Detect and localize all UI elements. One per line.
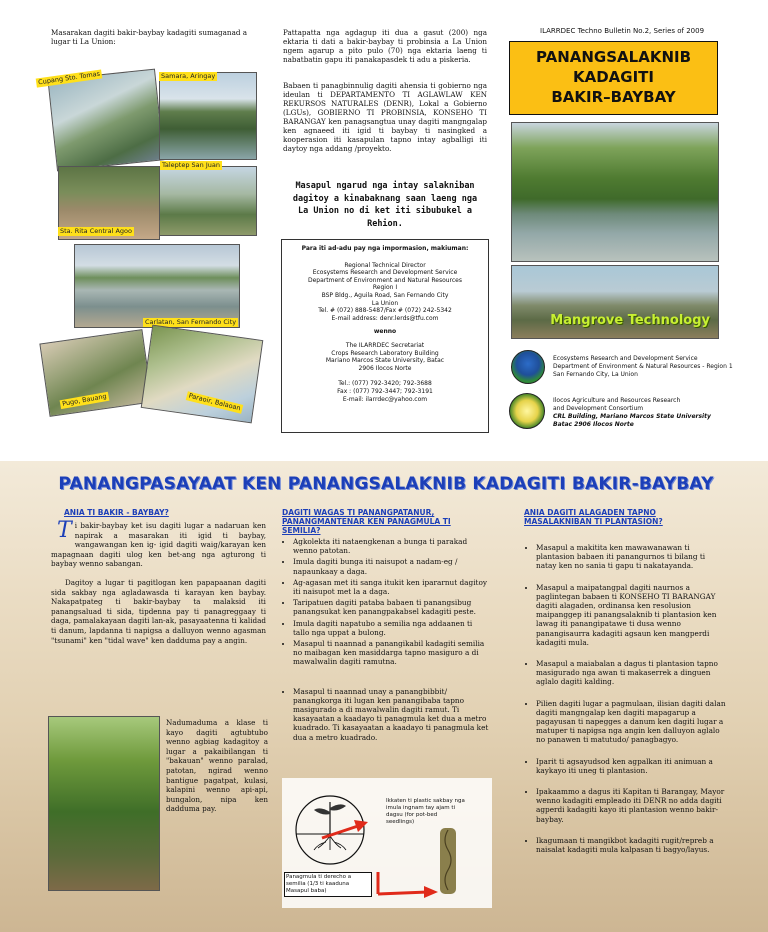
caption-samara: Samara, Aringay [161,72,216,80]
diagram-note-1: Ikkaten ti plastic sakbay nga imula ingnam tay ajam ti dagsu (for pot-bed seedlings) [386,798,465,825]
col3-bullet: • Masapul a maiabalan a dagus ti plantasion tapno masigurado nga awan ti makaserrek a dinguen aglalo dagiti kalding. [536,659,726,687]
left-intro: Masarakan dagiti bakir-baybay kadagiti sumaganad a lugar ti La Union: [51,28,248,46]
caption-pugo: Pugo, Bauang [60,392,110,409]
caption-cupang: Cupang Sto. Tomas [36,69,103,87]
cover-title-box [509,41,718,115]
ilarrdec-logo [509,393,545,429]
cover-title-line: BAKIR–BAYBAY [551,88,676,106]
col2-bullet: • Masapul ti naannad a panangikabil kadagiti semilia no maibagan ken masiddarga tapno masiguro a di mawalwalin dagiti ramutna. [293,639,489,667]
col2-bullet: • Masapul ti naannad unay a panangbibbit/ panangkorga iti lugan ken panangibaba tapno masigurado a di mawalwalin dagiti ramut. Ti kasayaatan a kaadayo ti panagmula ket dua a metro kuadrado. Ti kasayaatan a kaadayo ti panagmula ket dua a metro kuadrado. [293,687,489,742]
org-line: San Fernando City, La Union [553,371,638,378]
col3-bullet: • Masapul a maipatangpal dagiti naurnos a paglintegan babaen ti KONSEHO TI BARANGAY dagiti alagaden, ordinansa ken resolusion maipanggep iti panangsalaknib ti plantasion ken lawag iti panangipatawe ti dusa wenno panangisaurra kadagiti agsaun ken mangperdi kadagiti mula. [536,583,726,647]
photo-carlatan [74,244,240,328]
col3-bullet: • Pilien dagiti lugar a pagmulaan, ilisian dagiti dalan dagiti mangngalap ken dagiti mapagarup a pagayusan ti napegges a danum ken dagiti lugar a matuper ti napigsa nga angin ken dalluyon aglalo no panawen ti matutudo/ panagbagyo. [536,699,726,745]
contact-line: The ILARRDEC Secretariat [345,341,425,349]
caption-taleptep: Taleptep San Juan [162,161,220,169]
mid-paragraph-1: Pattapatta nga agdagup iti dua a gasut (200) nga ektaria ti dati a bakir-baybay ti probinsia a La Union ngem agarup a pito pulo (70) nga ektaria laeng ti nabatbatin gapu iti panakapasdek ti adu a piskeria. [283,28,487,64]
contact-line: Fax : (077) 792-3447; 792-3191 [337,387,433,395]
col1-body [51,518,266,645]
mid-paragraph-2: Babaen ti panagbinnulig dagiti ahensia ti gobierno nga ideulan ti DEPARTAMENTO TI AGLAWLAW KEN REKURSOS NATURALES (DENR), Lokal a Gobierno (LGUs), GOBIERNO TI PROBINSIA, KONSEHO TI BARANGAY ken panagsangtua unay dagiti mangngalap ken agnaeed iti igid ti baybay ti nasingked a kooperasion iti kasapulan tapno intay agballigi iti daytoy nga addang /proyekto. [283,81,487,153]
cover-title-line: KADAGITI [573,68,654,86]
photo-paraoir [141,325,264,424]
col2-bullet: • Imula dagiti napatubo a semilia nga addaanen ti tallo nga uppat a bulong. [293,619,489,637]
contact-wenno: wenno [373,328,397,336]
col3-heading: ANIA DAGITI ALAGADEN TAPNO MASALAKNIBAN TI PLANTASION? [524,508,663,526]
planting-diagram [282,778,492,908]
cover-title-line: PANANGSALAKNIB [535,48,692,66]
contact-line: Ecosystems Research and Development Service [312,269,458,277]
org-line: Batac 2906 Ilocos Norte [553,421,634,428]
col2-heading: DAGITI WAGAS TI PANANGPATANUR, PANANGMANTENAR KEN PANAGMULA TI SEMILIA? [282,508,451,535]
contact-block-phone [282,380,488,403]
org1-text [553,355,733,379]
caption-sta-rita: Sta. Rita Central Agoo [60,227,132,235]
col3-bullet: • Ipakaammo a dagus iti Kapitan ti Barangay, Mayor wenno kadagiti empleado iti DENR no adda dagiti agperdi kadagiti kayo iti plantasion wenno bakir-baybay. [536,787,726,824]
contact-line: Region I [372,284,398,292]
drop-cap: T [57,518,72,543]
mid-bold-statement: Masapul ngarud nga intay salakniban dagitoy a kinabaknang saan laeng nga La Union no di ket iti sibubukel a Rehion. [292,181,478,229]
contact-line: Tel.: (077) 792-3420; 792-3688 [338,380,432,388]
contact-heading: Para iti ad-adu pay nga impormasion, makiuman: [301,245,469,252]
col3-bullet: • Iparit ti agsayudsod ken agpalkan iti animuan a kaykayo iti uneg ti plantasion. [536,757,726,775]
col2-bullet: • Imula dagiti bunga iti naisupot a nadam-eg / napaunkaay a daga. [293,557,489,575]
photo-taleptep [159,166,257,236]
col2-bullet: • Ag-agasan met iti sanga itukit ken ipararnut dagitoy iti naisupot met la a daga. [293,578,489,596]
contact-line: Mariano Marcos State University, Batac [325,357,445,365]
mangrove-technology-label: Mangrove Technology [550,313,710,328]
col2-bullet: • Agkolekta iti nataengkenan a bunga ti parakad wenno patotan. [293,537,489,555]
denr-logo [511,350,545,384]
org-line: CRL Building, Mariano Marcos State University [553,413,711,420]
org-line: Ilocos Agriculture and Resources Research [553,397,681,404]
col3-bullet: • Ikagumaan ti mangikbot kadagiti rugit/repreb a naisalat kadagiti mula kalpasan ti bagyo/layus. [536,836,726,854]
contact-line: Tel. # (072) 888-5487/Fax # (072) 242-5342 [318,307,452,315]
col1-heading: ANIA TI BAKIR - BAYBAY? [64,508,169,517]
photo-pugo [39,329,152,417]
mangrove-seedling-photo [48,716,160,891]
col1-paragraph-3: Nadumaduma a klase ti kayo dagiti agtubtubo wenno agbiag kadagitoy a lugar a pakaibilangan ti "bakauan" wenno paralad, patotan, ngirad wenno bantigue pagatpat, kulasi, kalapini wenno api-api, bungalon, nipa ken dadduma pay. [166,718,268,814]
col2-list [281,537,489,748]
caption-paraoir: Paraoir, Balaoan [186,391,244,414]
col1-paragraph-2: Dagitoy a lugar ti pagitlogan ken papapaanan dagiti sida sakbay nga agladawasda ti karayan ken baybay. Nakapatpateg ti bakir-baybay ta malaksid iti panangsaluad ti sida, tipdenna pay ti panagreggaay ti daga, pamalakayaan dagiti lan-ak, pasayaatenna ti kalidad ti danum, lapdanna ti napigsa a dalluyon wenno agasman "tsunami" ken "tidal wave" ken dadduma pay a angin. [51,577,266,645]
contact-line: E-mail address: denr.lerds@tfu.com [331,314,439,322]
contact-block-ilarrdec [282,342,488,372]
org-line: Department of Environment & Natural Resources - Region 1 [553,363,733,370]
contact-box [281,239,489,433]
caption-carlatan: Carlatan, San Fernando City [145,318,237,326]
contact-line: Regional Technical Director [344,261,426,269]
contact-block-denr [282,262,488,323]
photo-cupang [47,69,164,172]
org2-text [553,397,733,429]
photo-samara [159,72,257,160]
col1-paragraph-1: i bakir-baybay ket isu dagiti lugar a nadaruan ken napirak a masarakan iti igid ti baybay, wangawangan ken ig- igid dagiti waig/karayan ken mapagnaan dagiti ulog ken bet-ang nga agturong ti baybay wenno sabangan. [51,521,266,569]
main-title: PANANGPASAYAAT KEN PANANGSALAKNIB KADAGITI BAKIR-BAYBAY [58,474,714,494]
series-label: ILARRDEC Techno Bulletin No.2, Series of 2009 [540,27,705,35]
org-line: and Development Consortium [553,405,644,412]
contact-line: Department of Environment and Natural Resources [308,276,462,284]
contact-line: BSP Bldg., Aguila Road, San Fernando City [321,291,449,299]
contact-line: La Union [371,299,399,307]
contact-line: 2906 Ilocos Norte [358,364,412,372]
col2-bullet: • Taripatuen dagiti pataba babaen ti panangsibug panangsukat ken panangpakabsel kadagiti peste. [293,598,489,616]
org-line: Ecosystems Research and Development Service [553,355,698,362]
diagram-note-2: Panagmula ti derecho a semilia (1/3 ti kaaduna Masapul baba) [284,872,372,897]
col3-bullet: • Masapul a makitita ken mawawanawan ti plantasion babaen iti panangurnos ti bilang ti natay ken no sania ti gapu ti nakatayanda. [536,543,726,571]
contact-line: Crops Research Laboratory Building [331,349,439,357]
cover-mangrove-photo [511,122,719,262]
contact-line: E-mail: ilarrdec@yahoo.com [342,395,428,403]
col3-list [524,543,726,860]
